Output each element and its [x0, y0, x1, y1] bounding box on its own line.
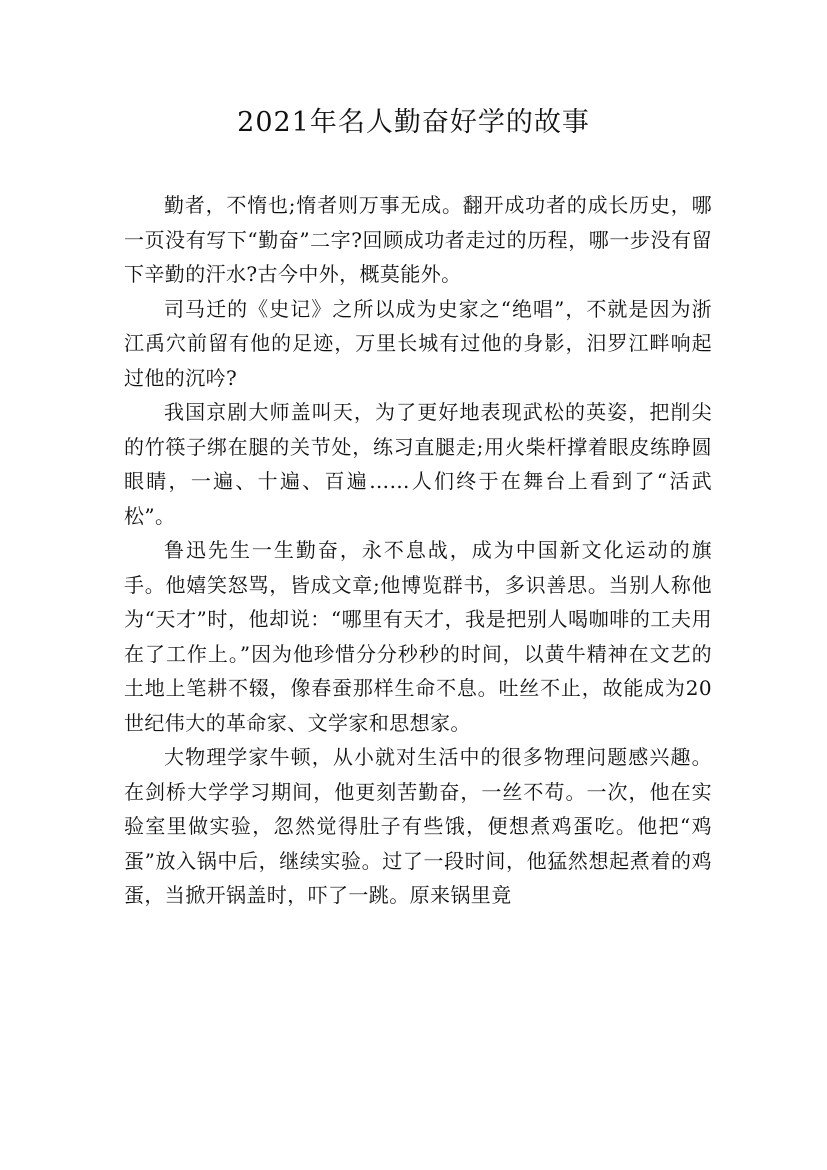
paragraph-1: 勤者，不惰也;惰者则万事无成。翻开成功者的成长历史，哪一页没有写下“勤奋”二字?回顾成功者走过的历程，哪一步没有留下辛勤的汗水?古今中外，概莫能外。: [124, 193, 712, 286]
page-title: 2021年名人勤奋好学的故事: [237, 107, 590, 138]
paragraph-3: 我国京剧大师盖叫天，为了更好地表现武松的英姿，把削尖的竹筷子绑在腿的关节处，练习直腿走;用火柴杆撑着眼皮练睁圆眼睛，一遍、十遍、百遍……人们终于在舞台上看到了“活武松”。: [124, 400, 712, 528]
paragraph-5: 大物理学家牛顿，从小就对生活中的很多物理问题感兴趣。在剑桥大学学习期间，他更刻苦勤奋，一丝不苟。一次，他在实验室里做实验，忽然觉得肚子有些饿，便想煮鸡蛋吃。他把“鸡蛋”放入锅中后，继续实验。过了一段时间，他猛然想起煮着的鸡蛋，当掀开锅盖时，吓了一跳。原来锅里竟: [124, 745, 712, 907]
paragraph-2: 司马迁的《史记》之所以成为史家之“绝唱”，不就是因为浙江禹穴前留有他的足迹，万里长城有过他的身影，汨罗江畔响起过他的沉吟?: [124, 296, 712, 390]
paragraph-4: 鲁迅先生一生勤奋，永不息战，成为中国新文化运动的旗手。他嬉笑怒骂，皆成文章;他博览群书，多识善思。当别人称他为“天才”时，他却说：“哪里有天才，我是把别人喝咖啡的工夫用在了工作上。”因为他珍惜分分秒秒的时间，以黄牛精神在文艺的土地上笔耕不辍，像春蚕那样生命不息。吐丝不止，故能成为20世纪伟大的革命家、文学家和思想家。: [124, 538, 712, 735]
document-body: [124, 188, 712, 913]
